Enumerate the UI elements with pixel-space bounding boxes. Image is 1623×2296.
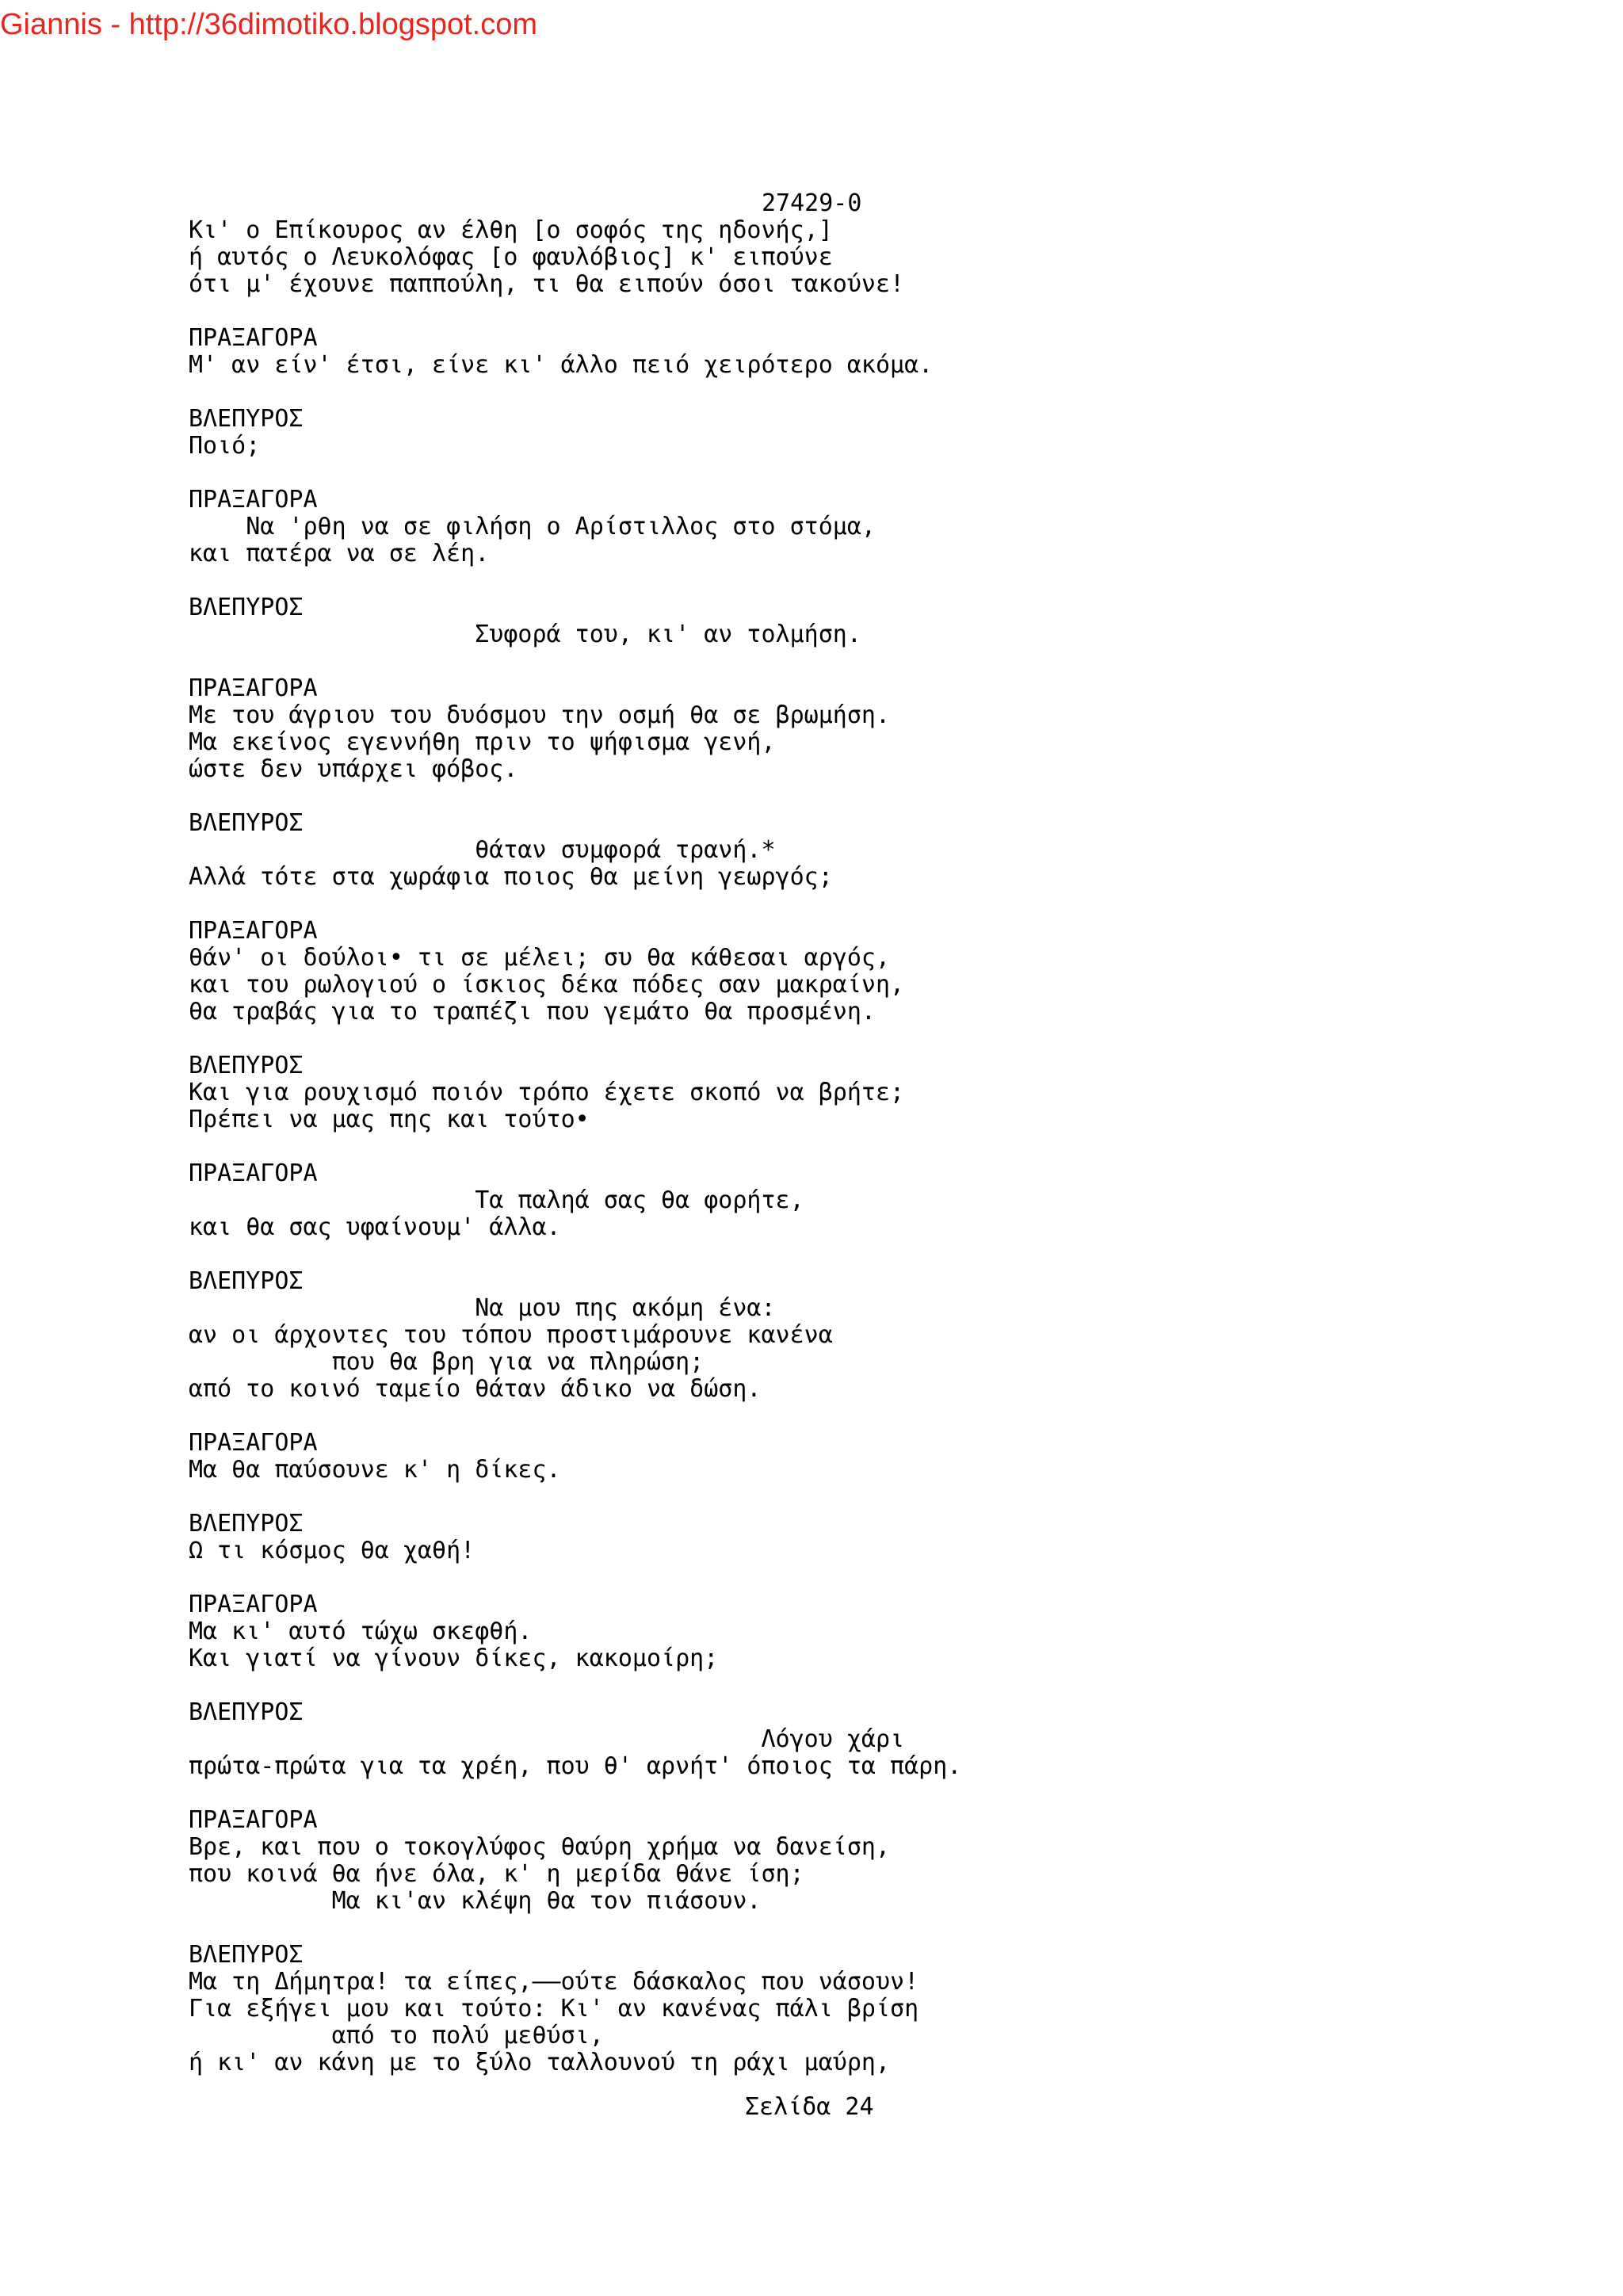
page-number: Σελίδα 24	[745, 2093, 874, 2121]
text-line: αν οι άρχοντες του τόπου προστιμάρουνε κανένα	[189, 1321, 833, 1349]
text-line: θάταν συμφορά τρανή.*	[189, 836, 776, 864]
text-line: Με του άγριου του δυόσμου την οσμή θα σε βρωμήση.	[189, 701, 891, 729]
text-line	[189, 783, 1536, 810]
text-line: ΠΡΑΞΑΓΟΡΑ	[189, 324, 318, 352]
text-line	[189, 1133, 1536, 1160]
text-line: ΒΛΕΠΥΡΟΣ	[189, 1698, 304, 1726]
text-line: που θα βρη για να πληρώση;	[189, 1348, 705, 1376]
text-line	[189, 648, 1536, 675]
text-line: ΠΡΑΞΑΓΟΡΑ	[189, 1159, 318, 1187]
text-line	[189, 298, 1536, 325]
text-line: ΒΛΕΠΥΡΟΣ	[189, 1267, 304, 1295]
text-line	[189, 460, 1536, 487]
text-line: ΠΡΑΞΑΓΟΡΑ	[189, 486, 318, 514]
text-line: Και για ρουχισμό ποιόν τρόπο έχετε σκοπό να βρήτε;	[189, 1079, 905, 1106]
text-line: ΒΛΕΠΥΡΟΣ	[189, 809, 304, 837]
text-line: ή κι' αν κάνη με το ξύλο ταλλουνού τη ράχι μαύρη,	[189, 2049, 891, 2076]
text-line: Μα κι' αυτό τώχω σκεφθή.	[189, 1618, 533, 1645]
text-line: θάν' οι δούλοι• τι σε μέλει; συ θα κάθεσαι αργός,	[189, 944, 891, 972]
text-line: Να 'ρθη να σε φιλήση ο Αρίστιλλος στο στόμα,	[189, 513, 876, 541]
text-line: Τα παληά σας θα φορήτε,	[189, 1186, 804, 1214]
page-id: 27429-0	[762, 189, 862, 217]
text-line: Συφορά του, κι' αν τολμήση.	[189, 621, 861, 648]
text-line: Μα κι'αν κλέψη θα τον πιάσουν.	[189, 1887, 762, 1915]
text-line: θα τραβάς για το τραπέζι που γεμάτο θα προσμένη.	[189, 998, 876, 1026]
text-line: ΒΛΕΠΥΡΟΣ	[189, 405, 304, 433]
text-line: που κοινά θα ήνε όλα, κ' η μερίδα θάνε ίση;	[189, 1860, 804, 1888]
text-line	[189, 1780, 1536, 1807]
text-line: Μα τη Δήμητρα! τα είπες,——ούτε δάσκαλος που νάσουν!	[189, 1968, 919, 1996]
text-line: Μ' αν είν' έτσι, είνε κι' άλλο πειό χειρότερο ακόμα.	[189, 351, 934, 379]
text-line: ώστε δεν υπάρχει φόβος.	[189, 755, 518, 783]
text-line: Μα εκείνος εγεννήθη πριν το ψήφισμα γενή,	[189, 728, 776, 756]
text-line: ΠΡΑΞΑΓΟΡΑ	[189, 674, 318, 702]
text-line: ΠΡΑΞΑΓΟΡΑ	[189, 1429, 318, 1457]
text-line: Και γιατί να γίνουν δίκες, κακομοίρη;	[189, 1645, 719, 1672]
text-line: Να μου πης ακόμη ένα:	[189, 1294, 776, 1322]
text-line: από το πολύ μεθύσι,	[189, 2022, 604, 2050]
text-line	[189, 1026, 1536, 1052]
text-line: ΒΛΕΠΥΡΟΣ	[189, 1510, 304, 1538]
text-line	[189, 1564, 1536, 1591]
text-line	[189, 1915, 1536, 1942]
text-line	[189, 1241, 1536, 1268]
text-line: ΠΡΑΞΑΓΟΡΑ	[189, 1591, 318, 1618]
text-line: Μα θα παύσουνε κ' η δίκες.	[189, 1456, 561, 1484]
text-line: Βρε, και που ο τοκογλύφος θαύρη χρήμα να δανείση,	[189, 1833, 891, 1861]
text-line: ΠΡΑΞΑΓΟΡΑ	[189, 1806, 318, 1834]
text-line	[189, 1484, 1536, 1511]
text-line: πρώτα-πρώτα για τα χρέη, που θ' αρνήτ' όποιος τα πάρη.	[189, 1752, 962, 1780]
document-body	[189, 217, 1536, 2076]
text-line: ΒΛΕΠΥΡΟΣ	[189, 1941, 304, 1969]
text-line: Ω τι κόσμος θα χαθή!	[189, 1537, 475, 1564]
text-line: Ποιό;	[189, 432, 261, 460]
text-line: ΠΡΑΞΑΓΟΡΑ	[189, 917, 318, 945]
text-line: ή αυτός ο Λευκολόφας [ο φαυλόβιος] κ' ειπούνε	[189, 243, 833, 271]
text-line: και πατέρα να σε λέη.	[189, 540, 490, 567]
text-line: ΒΛΕΠΥΡΟΣ	[189, 1052, 304, 1079]
source-header-link[interactable]: Giannis - http://36dimotiko.blogspot.com	[0, 8, 538, 41]
text-line: ΒΛΕΠΥΡΟΣ	[189, 594, 304, 621]
text-line: Για εξήγει μου και τούτο: Κι' αν κανένας πάλι βρίση	[189, 1995, 919, 2023]
text-line	[189, 379, 1536, 406]
text-line: Κι' ο Επίκουρος αν έλθη [ο σοφός της ηδονής,]	[189, 216, 833, 244]
text-line: από το κοινό ταμείο θάταν άδικο να δώση.	[189, 1375, 762, 1403]
text-line: ότι μ' έχουνε παππούλη, τι θα ειπούν όσοι τακούνε!	[189, 270, 905, 298]
text-line: και θα σας υφαίνουμ' άλλα.	[189, 1213, 561, 1241]
text-line: Αλλά τότε στα χωράφια ποιος θα μείνη γεωργός;	[189, 863, 833, 891]
text-line	[189, 1403, 1536, 1430]
text-line: Πρέπει να μας πης και τούτο•	[189, 1106, 590, 1133]
text-line	[189, 567, 1536, 594]
text-line	[189, 1672, 1536, 1699]
text-line: και του ρωλογιού ο ίσκιος δέκα πόδες σαν μακραίνη,	[189, 971, 905, 999]
text-line	[189, 891, 1536, 918]
text-line: Λόγου χάρι	[189, 1725, 905, 1753]
